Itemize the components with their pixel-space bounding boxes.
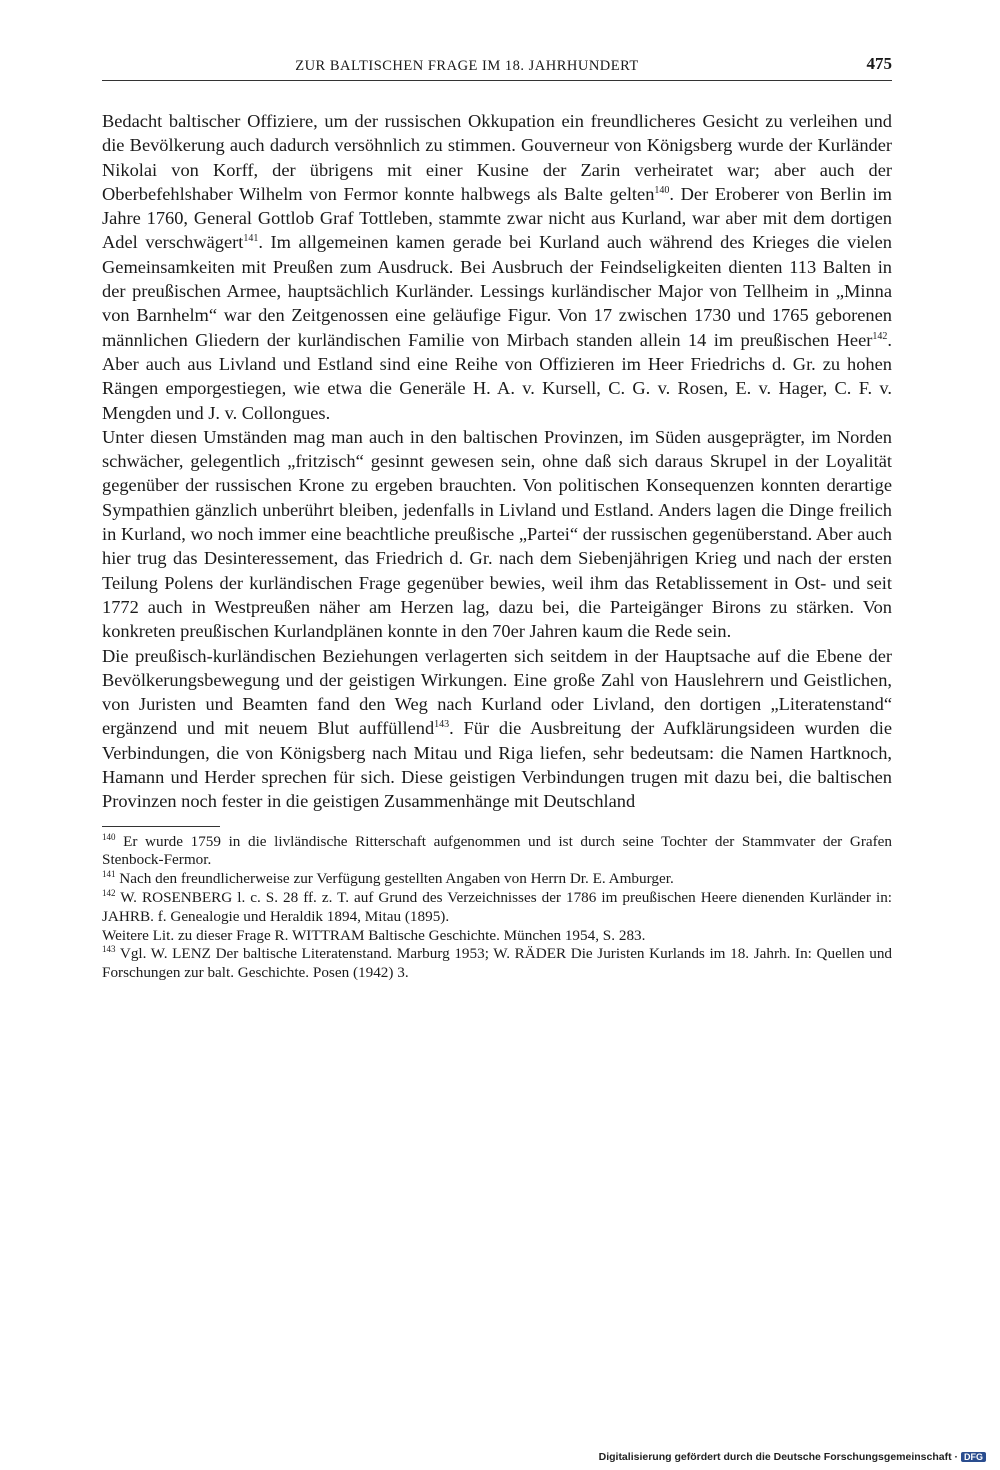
text-run: . Im allgemeinen kamen gerade bei Kurland auch während des Krieges die vielen Gemeinsamkeiten mit Preußen zum Ausdruck. Bei Ausbruch der Feindseligkeiten dienten 113 Balten in der preußischen Armee, hauptsächlich Kurländer. Lessings kurländischer Major von Tellheim in „Minna von Barnhelm“ war den Zeitgenossen eine geläufige Figur. Von 17 zwischen 1730 und 1765 geborenen männlichen Gliedern der kurländischen Familie von Mirbach standen allein 14 im preußischen Heer bbox=[102, 232, 892, 350]
text-run: Die preußisch-kurländischen Beziehungen verlagerten sich seitdem in der Hauptsache auf die Ebene der Bevölkerungsbewegung und der geistigen Wirkungen. Eine große Zahl von Hauslehrern und Geistlichen, von Juristen und Beamten fand den Weg nach Kurland oder Livland, den dortigen „Literatenstand“ ergänzend und mit neuem Blut auffüllend bbox=[102, 645, 892, 739]
footnote bbox=[102, 833, 892, 871]
running-head bbox=[102, 54, 892, 81]
text-run: . Für die Ausbreitung der Aufklärungsideen wurden die Verbindungen, die von Königsberg nach Mitau und Riga liefen, sehr bedeutsam: die Namen Hartknoch, Hamann und Herder sprechen für sich. Diese geistigen Verbindungen trugen mit dazu bei, die baltischen Provinzen noch fester in die geistigen Zusammenhänge mit Deutschland bbox=[102, 718, 892, 812]
footnote-number: 141 bbox=[102, 869, 116, 880]
footnote bbox=[102, 889, 892, 927]
footnote-text: Nach den freundlicherweise zur Verfügung gestellten Angaben von Herrn Dr. E. Amburger. bbox=[119, 870, 674, 888]
paragraph bbox=[102, 644, 892, 814]
footnote-number: 140 bbox=[102, 831, 116, 842]
paragraph: Unter diesen Umständen mag man auch in den baltischen Provinzen, im Süden ausgeprägter, im Norden schwächer, gelegentlich „fritzisch“ gesinnt gewesen sein, ohne daß sich daraus Skrupel in der Loyalität gegenüber der russischen Krone zu ergeben brauchten. Von politischen Konsequenzen konnten derartige Sympathien gänzlich unberührt bleiben, jedenfalls in Livland und Estland. Anders lagen die Dinge freilich in Kurland, wo noch immer eine beachtliche preußische „Partei“ der russischen gegenüberstand. Aber auch hier trug das Desinteressement, das Friedrich d. Gr. nach dem Siebenjährigen Krieg und nach der ersten Teilung Polens der kurländischen Frage gegenüber bewies, weil ihm das Retablissement in Ost- und seit 1772 auch in Westpreußen näher am Herzen lag, dazu bei, die Parteigänger Birons zu stärken. Von konkreten preußischen Kurlandplänen konnte in den 70er Jahren kaum die Rede sein. bbox=[102, 426, 892, 642]
running-title: ZUR BALTISCHEN FRAGE IM 18. JAHRHUNDERT bbox=[295, 58, 639, 74]
text-run: . Aber auch aus Livland und Estland sind eine Reihe von Offizieren im Heer Friedrichs d. Gr. zu hohen Rängen emporgestiegen, wie etwa die Generäle H. A. v. Kursell, C. G. v. Rosen, E. v. Hager, C. F. v. Mengden und J. v. Collongues. bbox=[102, 329, 892, 423]
footnote bbox=[102, 927, 892, 946]
footnote-ref: 141 bbox=[243, 233, 259, 245]
text-run: . Der Eroberer von Berlin im Jahre 1760, General Gottlob Graf Tottleben, stammte zwar nicht aus Kurland, war aber mit dem dortigen Adel verschwägert bbox=[102, 183, 892, 253]
footnote-text: Weitere Lit. zu dieser Frage R. WITTRAM Baltische Geschichte. München 1954, S. 283. bbox=[102, 926, 646, 944]
page bbox=[102, 54, 892, 983]
footnote bbox=[102, 945, 892, 983]
footnote-ref: 143 bbox=[434, 719, 450, 731]
body-text bbox=[102, 109, 892, 814]
footnotes bbox=[102, 833, 892, 983]
page-number: 475 bbox=[866, 54, 892, 73]
digitization-credit bbox=[599, 1451, 986, 1463]
footnote-divider bbox=[102, 826, 220, 827]
dfg-logo: DFG bbox=[961, 1452, 986, 1462]
footnote-text: W. ROSENBERG l. c. S. 28 ff. z. T. auf Grund des Verzeichnisses der 1786 im preußischen Heere dienenden Kurländer in: JAHRB. f. Genealogie und Heraldik 1894, Mitau (1895). bbox=[102, 889, 893, 925]
credit-text: Digitalisierung gefördert durch die Deutsche Forschungsgemeinschaft · bbox=[598, 1451, 958, 1463]
footnote-ref: 142 bbox=[872, 330, 888, 342]
footnote-number: 142 bbox=[102, 888, 116, 898]
text-run: Bedacht baltischer Offiziere, um der russischen Okkupation ein freundlicheres Gesicht zu verleihen und die Bevölkerung auch dadurch versöhnlich zu stimmen. Gouverneur von Königsberg wurde der Kurländer Nikolai von Korff, der übrigens mit einer Kusine der Zarin verheiratet war; aber auch der Oberbefehlshaber Wilhelm von Fermor konnte halbwegs als Balte gelten bbox=[102, 111, 892, 204]
footnote-text: Vgl. W. LENZ Der baltische Literatenstand. Marburg 1953; W. RÄDER Die Juristen Kurlands im 18. Jahrh. In: Quellen und Forschungen zur balt. Geschichte. Posen (1942) 3. bbox=[102, 945, 893, 982]
footnote-number: 143 bbox=[102, 944, 116, 955]
footnote bbox=[102, 870, 892, 889]
paragraph bbox=[102, 109, 892, 425]
footnote-ref: 140 bbox=[654, 184, 670, 196]
footnote-text: Er wurde 1759 in die livländische Ritterschaft aufgenommen und ist durch seine Tochter der Stammvater der Grafen Stenbock-Fermor. bbox=[102, 832, 893, 869]
